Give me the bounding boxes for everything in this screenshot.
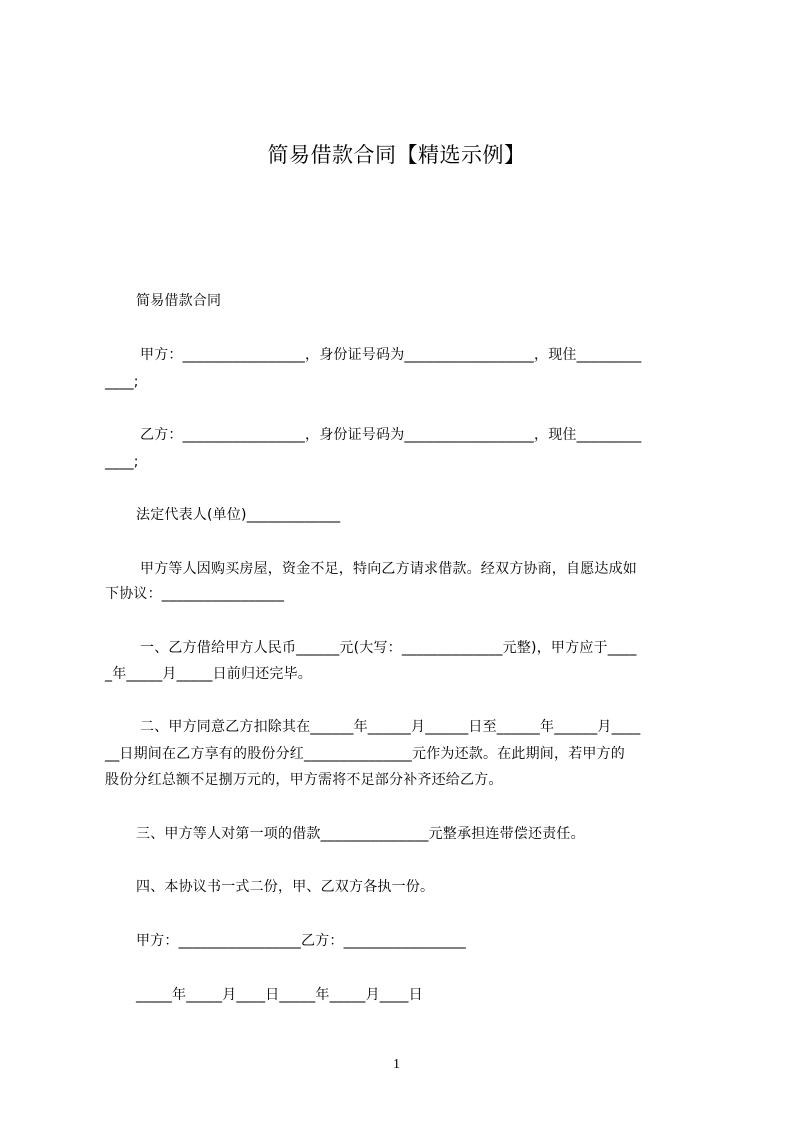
party-b-line: 乙方：_________________，身份证号码为__________________，现住_________ [140, 427, 642, 443]
page-number: 1 [393, 1057, 400, 1072]
party-a-line: 甲方：_________________，身份证号码为__________________，现住_________ [140, 347, 642, 363]
contract-heading: 简易借款合同 [136, 293, 222, 309]
clause-2-line-cont-2: 股份分红总额不足捌万元的，甲方需将不足部分补齐还给乙方。 [105, 772, 503, 788]
signature-line: 甲方：_________________乙方：_________________ [136, 933, 466, 949]
clause-2-line-cont: __日期间在乙方享有的股份分红_______________元作为还款。在此期间，若甲方的 [105, 746, 625, 762]
clause-2-line: 二、甲方同意乙方扣除其在______年______月______日至______年______月____ [140, 719, 641, 735]
intro-paragraph-line-cont: 下协议：_________________ [105, 586, 285, 602]
party-a-line-cont: ____; [105, 374, 139, 390]
clause-1-line-cont: _年_____月_____日前归还完毕。 [105, 666, 312, 682]
document-title: 简易借款合同【精选示例】 [267, 143, 526, 167]
intro-paragraph-line: 甲方等人因购买房屋，资金不足，特向乙方请求借款。经双方协商，自愿达成如 [140, 561, 637, 577]
party-b-line-cont: ____; [105, 454, 139, 470]
legal-representative-line: 法定代表人(单位)_____________ [136, 507, 341, 523]
date-line: _____年_____月____日_____年_____月____日 [136, 987, 423, 1003]
clause-3-line: 三、甲方等人对第一项的借款_______________元整承担连带偿还责任。 [136, 826, 585, 842]
clause-4-line: 四、本协议书一式二份，甲、乙双方各执一份。 [136, 879, 435, 895]
clause-1-line: 一、乙方借给甲方人民币______元(大写：______________元整)，甲方应于____ [140, 640, 637, 656]
